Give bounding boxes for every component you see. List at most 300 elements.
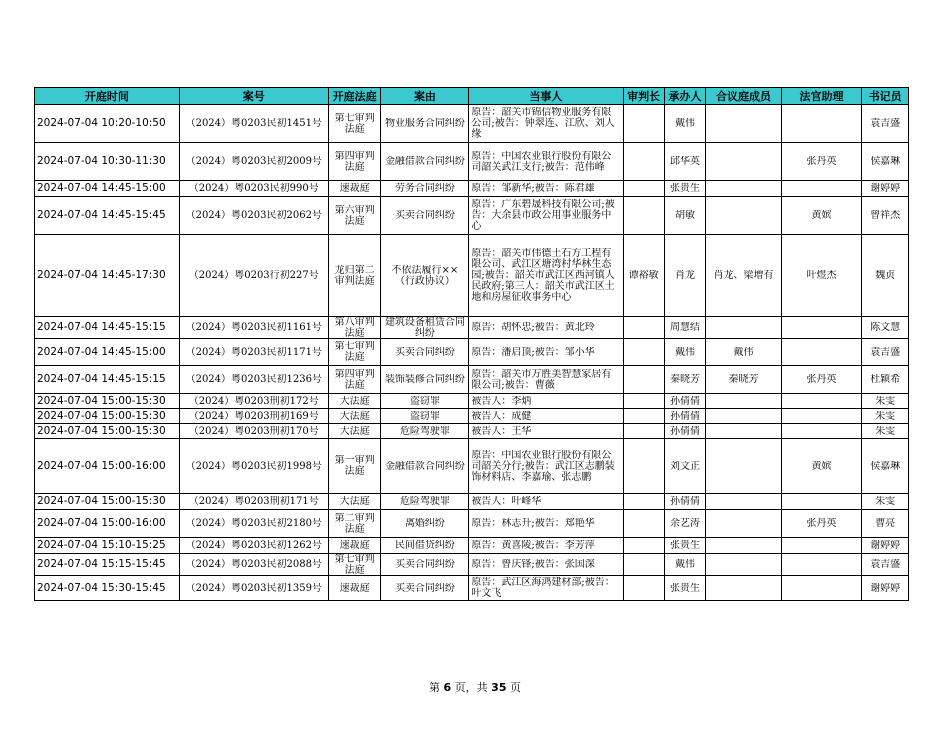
cell-cause-text: 劳务合同纠纷 [394,183,455,194]
cell-judge-assistant-text: 张丹英 [806,374,837,385]
cell-judge-assistant [781,409,862,424]
cell-handler [664,366,705,394]
cell-time [35,394,180,409]
cell-courtroom [328,409,381,424]
cell-handler-text: 胡敏 [675,210,696,221]
cell-cause [381,510,469,538]
cell-cause-text: 盗窃罪 [409,410,440,422]
cell-time [35,439,180,494]
cell-courtroom-text: 第二审判法庭 [334,512,375,535]
cell-handler-text: 刘文正 [670,460,701,472]
cell-cause [381,576,469,601]
cell-judge-assistant [781,538,862,554]
cell-case-number [179,235,328,317]
cell-case-number-text: （2024）粤0203刑初169号 [188,410,319,422]
cell-courtroom [328,181,381,197]
cell-handler-text: 孙倩倩 [670,496,701,507]
cell-clerk [862,235,909,317]
cell-parties-text: 原告：中国农业银行股份有限公司韶关分行;被告：武江区志鹏装饰材料店、李嘉瑜、张志鹏 [471,449,615,483]
cell-handler [664,424,705,439]
cell-parties [469,105,623,143]
cell-clerk-text: 魏贞 [875,270,896,281]
cell-clerk [862,439,909,494]
cell-case-number-text: （2024）粤0203民初1359号 [185,582,322,594]
cell-judge-assistant [781,197,862,235]
cell-time-text: 2024-07-04 15:00-15:30 [37,496,166,507]
cell-chief-judge [623,409,664,424]
cell-time [35,143,180,181]
cell-panel-members-text: 秦晓芳 [728,374,759,385]
total-pages-number: 35 [491,681,507,694]
table-row [35,409,909,424]
cell-panel-members-text: 戴伟 [733,346,754,358]
cell-chief-judge [623,494,664,510]
cell-courtroom-text: 第七审判法庭 [334,554,375,575]
cell-clerk [862,366,909,394]
footer-middle: 页，共 [451,681,492,694]
cell-cause [381,235,469,317]
cell-cause-text: 买卖合同纠纷 [394,210,455,221]
cell-cause [381,317,469,339]
cell-chief-judge [623,105,664,143]
cell-panel-members [706,197,782,235]
cell-clerk-text: 朱雯 [875,496,896,507]
cell-parties-text: 原告：黄喜陵;被告：李芳萍 [471,540,595,551]
cell-judge-assistant-text: 黄嫔 [811,460,832,472]
cell-chief-judge [623,143,664,181]
cell-parties-text: 被告人：王华 [471,425,532,437]
cell-handler [664,181,705,197]
header-row [35,88,909,105]
cell-judge-assistant-text: 叶煜杰 [806,270,837,281]
cell-case-number [179,494,328,510]
cell-courtroom-text: 速裁庭 [339,183,370,194]
cell-parties [469,409,623,424]
cell-chief-judge [623,510,664,538]
cell-panel-members [706,339,782,366]
hearing-schedule-table [34,87,909,601]
cell-courtroom [328,554,381,576]
cell-courtroom [328,576,381,601]
cell-courtroom-text: 第四审判法庭 [334,150,375,173]
cell-time-text: 2024-07-04 15:15-15:45 [37,559,166,570]
cell-clerk [862,181,909,197]
cell-chief-judge [623,339,664,366]
cell-case-number-text: （2024）粤0203刑初172号 [188,395,319,407]
cell-time [35,235,180,317]
cell-judge-assistant [781,576,862,601]
cell-case-number-text: （2024）粤0203民初1262号 [185,540,322,551]
cell-time-text: 2024-07-04 14:45-15:15 [37,374,166,385]
cell-courtroom-text: 大法庭 [339,410,370,422]
cell-parties [469,235,623,317]
cell-case-number [179,181,328,197]
col-header-panel: 合议庭成员 [706,88,782,105]
cell-chief-judge [623,424,664,439]
cell-judge-assistant [781,439,862,494]
cell-clerk [862,317,909,339]
cell-handler-text: 张贵生 [670,582,701,594]
cell-clerk [862,394,909,409]
cell-panel-members [706,105,782,143]
cell-time-text: 2024-07-04 15:00-16:00 [37,460,166,472]
cell-handler-text: 周慧结 [670,322,701,333]
cell-case-number [179,538,328,554]
cell-courtroom-text: 第七审判法庭 [334,112,375,135]
cell-courtroom [328,394,381,409]
cell-cause [381,143,469,181]
cell-handler-text: 肖龙 [675,270,696,281]
cell-cause [381,181,469,197]
cell-cause-text: 建筑设备租赁合同纠纷 [384,317,465,338]
cell-cause-text: 危险驾驶罪 [399,425,450,437]
cell-parties [469,197,623,235]
cell-handler-text: 张贵生 [670,183,701,194]
cell-cause-text: 盗窃罪 [409,395,440,407]
cell-parties-text: 原告：邹新华;被告：陈君雄 [471,183,595,194]
cell-handler [664,576,705,601]
cell-time-text: 2024-07-04 15:00-15:30 [37,425,166,437]
cell-judge-assistant [781,366,862,394]
table-row [35,510,909,538]
cell-courtroom-text: 龙归第二审判法庭 [334,264,375,287]
cell-chief-judge [623,366,664,394]
cell-parties [469,366,623,394]
cell-handler [664,538,705,554]
cell-handler [664,394,705,409]
cell-clerk-text: 朱雯 [875,425,896,437]
cell-handler [664,439,705,494]
cell-courtroom [328,317,381,339]
cell-handler [664,510,705,538]
cell-clerk-text: 谢婷婷 [870,540,901,551]
cell-case-number-text: （2024）粤0203民初1161号 [185,322,322,333]
cell-judge-assistant [781,554,862,576]
cell-cause-text: 物业服务合同纠纷 [384,118,465,129]
table-row [35,339,909,366]
cell-cause [381,197,469,235]
cell-chief-judge [623,439,664,494]
cell-handler [664,143,705,181]
cell-case-number-text: （2024）粤0203民初2180号 [185,518,322,529]
cell-judge-assistant [781,494,862,510]
cell-handler [664,197,705,235]
cell-clerk [862,105,909,143]
cell-parties [469,424,623,439]
cell-clerk-text: 曾祥杰 [870,210,901,221]
cell-handler-text: 戴伟 [675,559,696,570]
cell-courtroom [328,105,381,143]
cell-panel-members [706,409,782,424]
cell-time [35,197,180,235]
cell-panel-members [706,366,782,394]
cell-panel-members [706,181,782,197]
cell-panel-members [706,538,782,554]
cell-time-text: 2024-07-04 15:00-16:00 [37,518,166,529]
cell-case-number [179,409,328,424]
cell-courtroom [328,366,381,394]
table-row [35,394,909,409]
cell-judge-assistant [781,394,862,409]
cell-time [35,576,180,601]
cell-judge-assistant [781,317,862,339]
cell-cause-text: 金融借款合同纠纷 [384,156,465,167]
cell-parties [469,538,623,554]
cell-clerk [862,576,909,601]
cell-courtroom-text: 速裁庭 [339,582,370,594]
cell-parties [469,439,623,494]
cell-cause [381,366,469,394]
cell-case-number-text: （2024）粤0203刑初170号 [188,425,319,437]
cell-case-number [179,339,328,366]
cell-case-number [179,317,328,339]
cell-time [35,317,180,339]
cell-cause [381,409,469,424]
col-header-handler: 承办人 [664,88,705,105]
cell-chief-judge [623,554,664,576]
cell-courtroom [328,510,381,538]
cell-time [35,554,180,576]
cell-time-text: 2024-07-04 14:45-15:00 [37,346,166,358]
cell-clerk [862,143,909,181]
cell-case-number-text: （2024）粤0203民初1171号 [185,346,322,358]
cell-courtroom [328,439,381,494]
cell-cause [381,394,469,409]
cell-courtroom-text: 第四审判法庭 [334,368,375,391]
cell-cause-text: 装饰装修合同纠纷 [384,374,465,385]
cell-courtroom-text: 大法庭 [339,425,370,437]
table-row [35,554,909,576]
cell-time [35,510,180,538]
cell-parties [469,576,623,601]
cell-parties-text: 原告：曾庆锋;被告：张国深 [471,559,595,570]
cell-clerk-text: 袁吉盛 [870,118,901,129]
cell-cause-text: 金融借款合同纠纷 [384,460,465,472]
cell-parties [469,510,623,538]
cell-panel-members [706,554,782,576]
cell-chief-judge [623,181,664,197]
cell-cause-text: 危险驾驶罪 [399,496,450,507]
cell-case-number-text: （2024）粤0203民初990号 [188,183,319,194]
cell-case-number [179,510,328,538]
cell-parties-text: 原告：胡怀忠;被告：黄北玲 [471,322,595,333]
cell-parties-text: 原告：林志升;被告：郑艳华 [471,518,595,529]
cell-time [35,494,180,510]
cell-handler-text: 张贵生 [670,540,701,551]
cell-time [35,538,180,554]
cell-time-text: 2024-07-04 10:30-11:30 [37,156,166,167]
cell-panel-members-text: 肖龙、梁增有 [713,270,774,281]
cell-clerk-text: 袁吉盛 [870,559,901,570]
cell-time [35,424,180,439]
cell-cause-text: 买卖合同纠纷 [394,346,455,358]
cell-time-text: 2024-07-04 14:45-17:30 [37,270,166,281]
cell-time [35,339,180,366]
cell-time-text: 2024-07-04 15:10-15:25 [37,540,166,551]
cell-time-text: 2024-07-04 15:00-15:30 [37,410,166,422]
cell-parties [469,394,623,409]
cell-chief-judge-text: 谭裕敏 [628,270,659,281]
col-header-clerk: 书记员 [862,88,909,105]
cell-panel-members [706,394,782,409]
cell-handler-text: 余艺涛 [670,518,701,529]
cell-parties-text: 被告人：李炳 [471,395,532,407]
cell-time [35,409,180,424]
cell-courtroom [328,424,381,439]
table-row [35,317,909,339]
cell-case-number [179,105,328,143]
cell-handler-text: 孙倩倩 [670,410,701,422]
table-row [35,105,909,143]
cell-panel-members [706,494,782,510]
cell-panel-members [706,317,782,339]
cell-clerk [862,339,909,366]
cell-handler-text: 邱华英 [670,156,701,167]
cell-handler-text: 孙倩倩 [670,395,701,407]
cell-panel-members [706,143,782,181]
cell-courtroom-text: 第七审判法庭 [334,341,375,363]
cell-cause [381,554,469,576]
cell-case-number [179,394,328,409]
cell-cause-text: 买卖合同纠纷 [394,559,455,570]
col-header-case: 案号 [179,88,328,105]
cell-clerk [862,424,909,439]
table-row [35,576,909,601]
cell-cause [381,339,469,366]
cell-cause [381,538,469,554]
cell-judge-assistant [781,235,862,317]
cell-parties-text: 原告：武江区海鸿建材部;被告：叶文飞 [471,577,615,599]
cell-judge-assistant [781,510,862,538]
cell-clerk-text: 杜颖希 [870,374,901,385]
table-row [35,439,909,494]
cell-time-text: 2024-07-04 14:45-15:45 [37,210,166,221]
cell-panel-members [706,510,782,538]
cell-courtroom-text: 第六审判法庭 [334,204,375,227]
cell-parties-text: 原告：韶关市锦信物业服务有限公司;被告：钟翠连、江欣、刘人缘 [471,107,615,140]
cell-handler [664,105,705,143]
cell-chief-judge [623,538,664,554]
cell-parties [469,554,623,576]
cell-handler [664,554,705,576]
cell-cause [381,439,469,494]
page-footer [0,679,950,695]
cell-case-number [179,366,328,394]
cell-courtroom-text: 速裁庭 [339,540,370,551]
cell-judge-assistant-text: 张丹英 [806,518,837,529]
col-header-court: 开庭法庭 [328,88,381,105]
cell-handler-text: 戴伟 [675,118,696,129]
cell-handler [664,494,705,510]
cell-clerk-text: 朱雯 [875,410,896,422]
cell-parties [469,317,623,339]
cell-judge-assistant [781,181,862,197]
cell-courtroom [328,494,381,510]
cell-parties [469,143,623,181]
table-row [35,181,909,197]
cell-parties-text: 被告人：成健 [471,410,532,422]
cell-handler-text: 戴伟 [675,346,696,358]
cell-parties-text: 原告：韶关市伟德土石方工程有限公司、武江区塘湾村华林生态园;被告：韶关市武江区西河镇人民政府;第三人：韶关市武江区土地和房屋征收事务中心 [471,248,615,303]
cell-time [35,105,180,143]
cell-chief-judge [623,235,664,317]
cell-case-number-text: （2024）粤0203民初2062号 [185,210,322,221]
cell-clerk [862,510,909,538]
cell-cause-text: 民间借贷纠纷 [394,540,455,551]
cell-handler [664,235,705,317]
cell-judge-assistant-text: 黄嫔 [811,210,832,221]
cell-time-text: 2024-07-04 15:30-15:45 [37,582,166,594]
cell-cause [381,424,469,439]
col-header-assistant: 法官助理 [781,88,862,105]
table-row [35,424,909,439]
cell-clerk-text: 曹亮 [875,518,896,529]
cell-clerk [862,409,909,424]
cell-courtroom-text: 大法庭 [339,395,370,407]
cell-panel-members [706,424,782,439]
cell-time-text: 2024-07-04 10:20-10:50 [37,118,166,129]
cell-courtroom-text: 第八审判法庭 [334,317,375,338]
cell-chief-judge [623,317,664,339]
cell-clerk-text: 谢婷婷 [870,582,901,594]
cell-case-number-text: （2024）粤0203民初2088号 [185,559,322,570]
cell-clerk-text: 朱雯 [875,395,896,407]
cell-clerk [862,538,909,554]
current-page-number: 6 [443,681,452,694]
cell-time-text: 2024-07-04 15:00-15:30 [37,395,166,407]
cell-parties-text: 被告人：叶峰华 [471,496,542,507]
cell-courtroom [328,339,381,366]
cell-judge-assistant [781,143,862,181]
table-row [35,366,909,394]
cell-case-number-text: （2024）粤0203刑初171号 [188,496,319,507]
cell-handler [664,409,705,424]
cell-judge-assistant [781,424,862,439]
footer-suffix: 页 [506,681,521,694]
cell-courtroom-text: 大法庭 [339,496,370,507]
cell-chief-judge [623,197,664,235]
cell-clerk-text: 侯嘉琳 [870,156,901,167]
cell-courtroom [328,197,381,235]
cell-panel-members [706,235,782,317]
cell-courtroom [328,143,381,181]
cell-clerk [862,494,909,510]
cell-cause [381,105,469,143]
cell-case-number-text: （2024）粤0203行初227号 [188,270,319,281]
cell-judge-assistant [781,105,862,143]
cell-parties-text: 原告：潘启顶;被告：邹小华 [471,346,595,358]
col-header-time: 开庭时间 [35,88,180,105]
cell-handler-text: 孙倩倩 [670,425,701,437]
cell-case-number [179,439,328,494]
cell-case-number-text: （2024）粤0203民初1451号 [185,118,322,129]
cell-parties-text: 原告：广东碧晟科技有限公司;被告：大余县市政公用事业服务中心 [471,199,615,232]
cell-parties-text: 原告：韶关市万胜美智慧家居有限公司;被告：曹薇 [471,368,612,391]
cell-clerk-text: 袁吉盛 [870,346,901,358]
cell-cause-text: 不依法履行××（行政协议） [391,264,459,287]
cell-clerk-text: 谢婷婷 [870,183,901,194]
cell-chief-judge [623,394,664,409]
cell-panel-members [706,576,782,601]
cell-judge-assistant-text: 张丹英 [806,156,837,167]
col-header-chief: 审判长 [623,88,664,105]
cell-cause [381,494,469,510]
cell-clerk [862,554,909,576]
cell-courtroom [328,235,381,317]
table-row [35,143,909,181]
cell-courtroom-text: 第一审判法庭 [334,455,375,477]
cell-cause-text: 离婚纠纷 [404,518,445,529]
